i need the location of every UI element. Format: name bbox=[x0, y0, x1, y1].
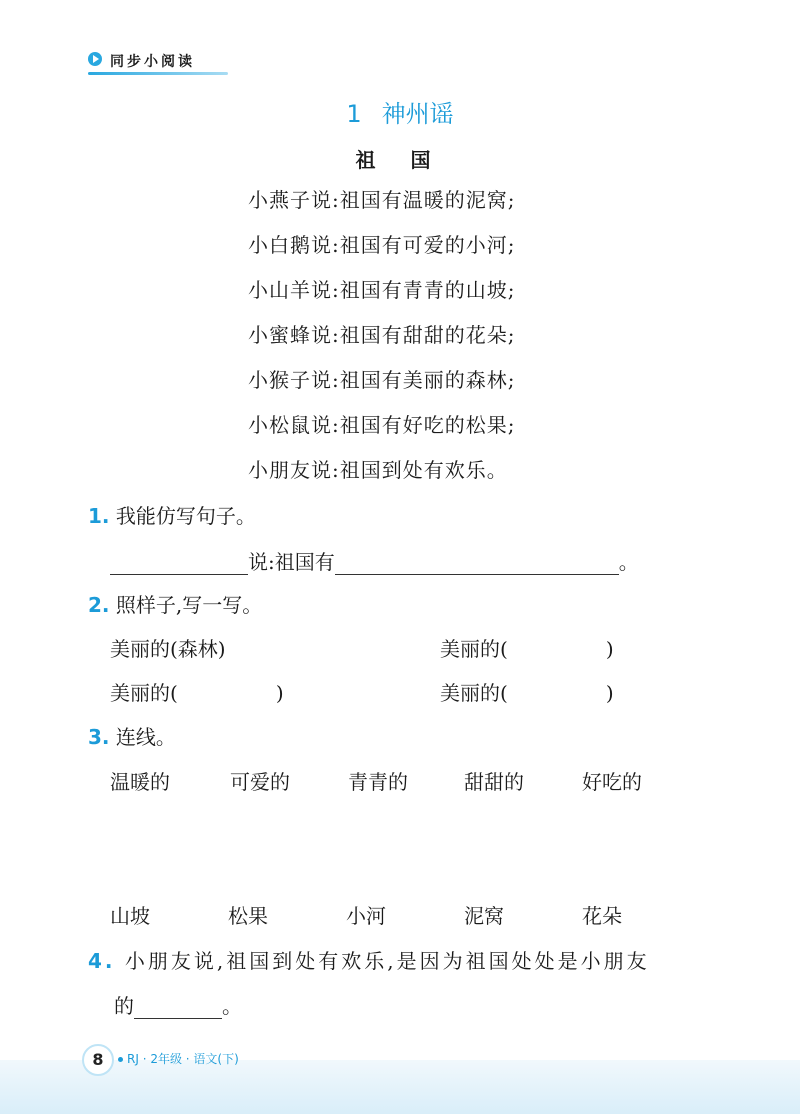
q2-suffix: ) bbox=[605, 681, 614, 705]
match-word-bottom[interactable]: 山坡 bbox=[110, 904, 150, 928]
match-word-bottom[interactable]: 花朵 bbox=[582, 904, 622, 928]
section-label: 同步小阅读 bbox=[110, 54, 195, 70]
q1-answer-row bbox=[110, 546, 639, 575]
question-1 bbox=[88, 500, 256, 529]
poem-line: 小松鼠说:祖国有好吃的松果; bbox=[248, 413, 516, 437]
q2-example: 美丽的(森林) bbox=[110, 637, 226, 661]
poem-line: 小山羊说:祖国有青青的山坡; bbox=[248, 278, 516, 302]
q2-prefix: 美丽的( bbox=[440, 681, 508, 705]
question-text: 照样子,写一写。 bbox=[115, 593, 263, 617]
answer-blank[interactable] bbox=[110, 552, 248, 575]
play-icon bbox=[88, 52, 102, 66]
match-word-top[interactable]: 可爱的 bbox=[230, 770, 290, 794]
match-word-bottom[interactable]: 松果 bbox=[228, 904, 268, 928]
lesson-name: 神州谣 bbox=[381, 100, 454, 128]
bullet-icon bbox=[118, 1057, 123, 1062]
answer-blank[interactable] bbox=[335, 552, 619, 575]
q2-blank-item bbox=[110, 677, 284, 706]
question-number: 2. bbox=[88, 593, 110, 617]
q2-suffix: ) bbox=[605, 637, 614, 661]
q2-prefix: 美丽的( bbox=[110, 681, 178, 705]
question-number: 3. bbox=[88, 725, 110, 749]
q1-end: 。 bbox=[618, 550, 639, 574]
section-header bbox=[88, 50, 233, 76]
question-2 bbox=[88, 589, 262, 618]
poem-line: 小猴子说:祖国有美丽的森林; bbox=[248, 368, 516, 392]
poem-line: 小蜜蜂说:祖国有甜甜的花朵; bbox=[248, 323, 516, 347]
poem-line: 小白鹅说:祖国有可爱的小河; bbox=[248, 233, 516, 257]
header-underline bbox=[88, 72, 228, 75]
question-3 bbox=[88, 721, 176, 750]
match-word-top[interactable]: 温暖的 bbox=[110, 770, 170, 794]
q2-suffix: ) bbox=[275, 681, 284, 705]
question-number: 1. bbox=[88, 504, 110, 528]
footer-wave bbox=[0, 1060, 800, 1114]
match-word-top[interactable]: 甜甜的 bbox=[464, 770, 524, 794]
q2-prefix: 美丽的( bbox=[440, 637, 508, 661]
match-word-top[interactable]: 好吃的 bbox=[582, 770, 642, 794]
q2-blank-item bbox=[440, 633, 614, 662]
q4-line2-start: 的 bbox=[114, 994, 134, 1018]
footer-label bbox=[118, 1050, 239, 1067]
poem-title: 祖 国 bbox=[355, 148, 445, 172]
lesson-number: 1 bbox=[346, 100, 362, 128]
poem-line: 小朋友说:祖国到处有欢乐。 bbox=[248, 458, 508, 482]
match-word-bottom[interactable]: 小河 bbox=[346, 904, 386, 928]
match-word-bottom[interactable]: 泥窝 bbox=[464, 904, 504, 928]
footer-text: RJ · 2年级 · 语文(下) bbox=[127, 1052, 239, 1066]
question-text: 连线。 bbox=[115, 725, 176, 749]
lesson-title bbox=[0, 94, 800, 129]
q4-answer-row bbox=[114, 990, 242, 1019]
question-number: 4. bbox=[88, 949, 116, 973]
match-word-top[interactable]: 青青的 bbox=[348, 770, 408, 794]
question-text: 小朋友说,祖国到处有欢乐,是因为祖国处处是小朋友 bbox=[124, 949, 650, 973]
question-4 bbox=[88, 945, 650, 974]
page-number: 8 bbox=[82, 1044, 114, 1076]
q4-line2-end: 。 bbox=[222, 994, 242, 1018]
answer-blank[interactable] bbox=[134, 996, 222, 1019]
q1-middle-text: 说:祖国有 bbox=[248, 550, 335, 574]
q2-blank-item bbox=[440, 677, 614, 706]
poem-body bbox=[248, 186, 515, 501]
question-text: 我能仿写句子。 bbox=[115, 504, 256, 528]
poem-line: 小燕子说:祖国有温暖的泥窝; bbox=[248, 188, 516, 212]
